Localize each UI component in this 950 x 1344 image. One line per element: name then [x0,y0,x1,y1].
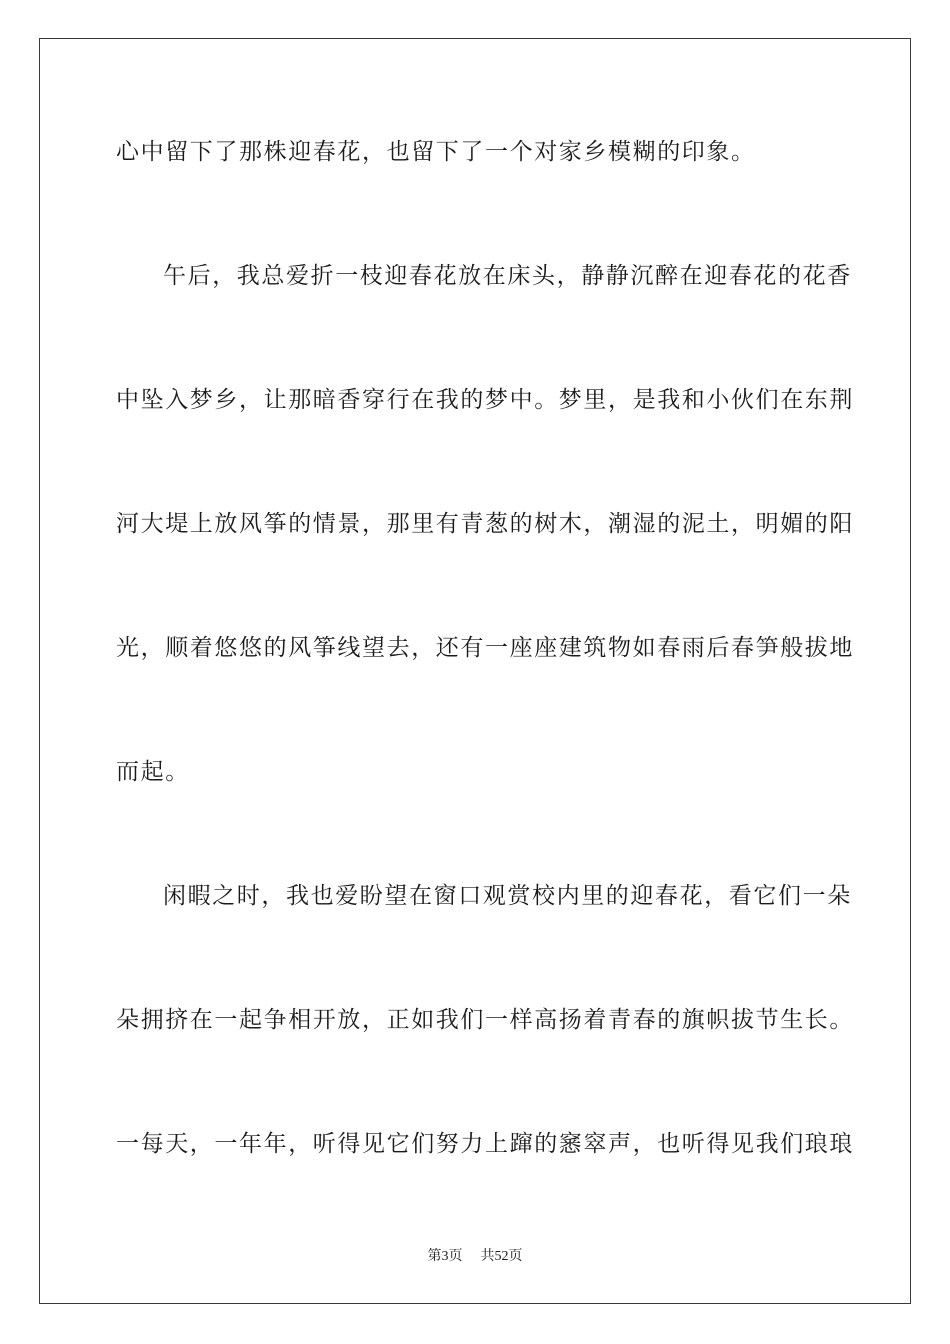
text-line-1: 心中留下了那株迎春花，也留下了一个对家乡模糊的印象。 [116,139,756,165]
text-line-8: 朵拥挤在一起争相开放，正如我们一样高扬着青春的旗帜拔节生长。 [116,1007,854,1033]
total-pages: 52 [494,1249,509,1264]
text-line-2: 午后，我总爱折一枝迎春花放在床头，静静沉醉在迎春花的花香 [163,263,852,289]
page-number: 3 [441,1249,449,1264]
page-frame [39,38,911,1304]
text-line-7: 闲暇之时，我也爱盼望在窗口观赏校内里的迎春花，看它们一朵 [163,883,852,909]
text-line-6: 而起。 [116,759,190,785]
text-line-5: 光，顺着悠悠的风筝线望去，还有一座座建筑物如春雨后春笋般拔地 [116,635,854,661]
text-line-4: 河大堤上放风筝的情景，那里有青葱的树木，潮湿的泥土，明媚的阳 [116,511,854,537]
total-suffix: 页 [508,1248,523,1264]
text-line-9: 一每天，一年年，听得见它们努力上蹿的窸窣声，也听得见我们琅琅 [116,1131,854,1157]
page-footer [0,1246,950,1267]
text-line-3: 中坠入梦乡，让那暗香穿行在我的梦中。梦里，是我和小伙们在东荆 [116,387,854,413]
page-prefix: 第 [427,1248,442,1264]
total-prefix: 共 [480,1248,495,1264]
page-suffix: 页 [448,1248,463,1264]
